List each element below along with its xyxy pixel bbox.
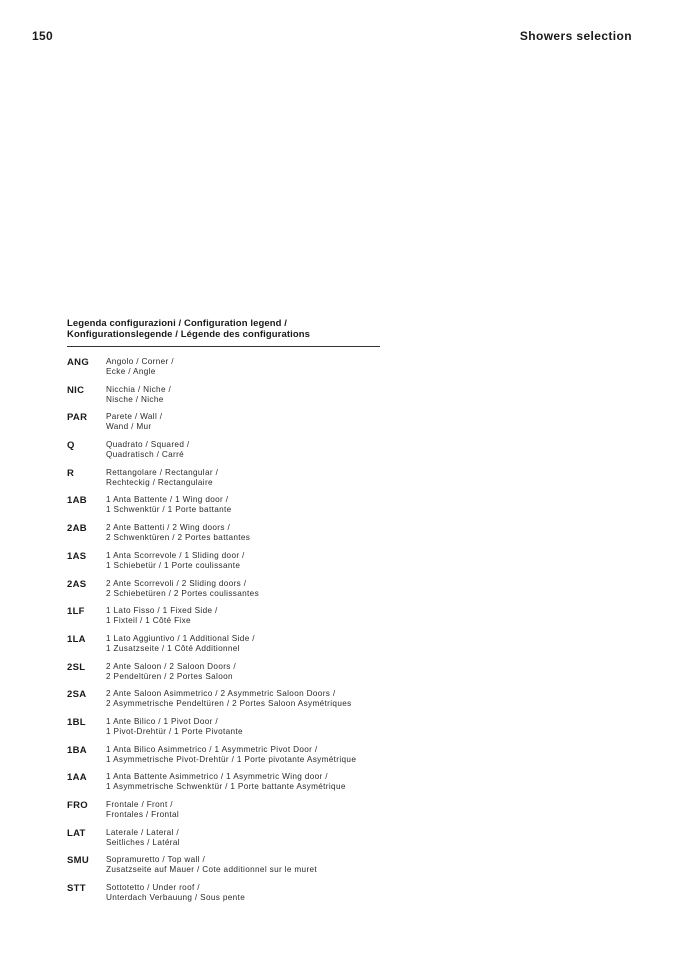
legend-description	[106, 800, 179, 820]
legend-code: NIC	[67, 384, 85, 396]
legend-description	[106, 357, 174, 377]
legend-code: Q	[67, 440, 75, 452]
legend-desc-line-1: Sopramuretto / Top wall /	[106, 855, 206, 865]
legend-desc-line-2: 1 Schwenktür / 1 Porte battante	[106, 505, 232, 515]
legend-code: 2SA	[67, 689, 87, 701]
legend-divider	[67, 346, 380, 347]
legend-description	[106, 772, 346, 792]
legend-description	[106, 606, 218, 626]
legend-item	[67, 634, 427, 662]
legend-code: 2AB	[67, 523, 87, 535]
legend-desc-line-2: 2 Pendeltüren / 2 Portes Saloon	[106, 671, 233, 681]
legend-desc-line-2: 2 Schiebetüren / 2 Portes coulissantes	[106, 588, 260, 598]
legend-description	[106, 634, 255, 654]
legend-description	[106, 385, 171, 405]
legend-description	[106, 551, 245, 571]
legend-code: STT	[67, 883, 86, 895]
legend-code: 1BL	[67, 716, 86, 728]
legend-description	[106, 745, 356, 765]
legend-desc-line-2: 1 Schiebetür / 1 Porte coulissante	[106, 560, 241, 570]
legend-title-line-1: Legenda configurazioni / Configuration legend /	[67, 318, 288, 329]
legend-desc-line-2: 1 Asymmetrische Pivot-Drehtür / 1 Porte pivotante Asymétrique	[106, 754, 357, 764]
legend-desc-line-2: 1 Asymmetrische Schwenktür / 1 Porte battante Asymétrique	[106, 782, 346, 792]
legend-code: 1AB	[67, 495, 87, 507]
legend-item	[67, 662, 427, 690]
legend-desc-line-2: Rechteckig / Rectangulaire	[106, 477, 213, 487]
section-title: Showers selection	[519, 29, 632, 43]
legend-item	[67, 385, 427, 413]
legend-code: PAR	[67, 412, 88, 424]
legend-code: LAT	[67, 827, 86, 839]
legend-description	[106, 579, 259, 599]
legend-item	[67, 689, 427, 717]
legend-desc-line-1: 1 Anta Battente Asimmetrico / 1 Asymmetric Wing door /	[106, 772, 328, 782]
legend-code: 1LA	[67, 633, 86, 645]
legend-desc-line-1: 1 Anta Battente / 1 Wing door /	[106, 495, 229, 505]
legend-desc-line-1: 1 Ante Bilico / 1 Pivot Door /	[106, 716, 218, 726]
legend-code: 1AA	[67, 772, 87, 784]
legend-desc-line-1: 1 Lato Aggiuntivo / 1 Additional Side /	[106, 633, 255, 643]
legend-desc-line-2: 2 Asymmetrische Pendeltüren / 2 Portes Saloon Asymétriques	[106, 699, 352, 709]
legend-code: ANG	[67, 357, 90, 368]
legend-desc-line-2: 2 Schwenktüren / 2 Portes battantes	[106, 533, 251, 543]
legend-item	[67, 440, 427, 468]
legend-item	[67, 772, 427, 800]
legend-desc-line-1: Frontale / Front /	[106, 800, 173, 809]
legend-description	[106, 883, 245, 903]
legend-description	[106, 717, 243, 737]
legend-item	[67, 495, 427, 523]
legend-code: 2AS	[67, 578, 87, 590]
legend-item	[67, 551, 427, 579]
legend-desc-line-2: Quadratisch / Carré	[106, 450, 185, 460]
legend-desc-line-1: 2 Ante Battenti / 2 Wing doors /	[106, 523, 231, 533]
legend-description	[106, 412, 162, 432]
legend-code: 1AS	[67, 550, 87, 562]
legend-desc-line-1: Nicchia / Niche /	[106, 384, 172, 394]
legend-item	[67, 717, 427, 745]
legend-desc-line-2: Seitliches / Latéral	[106, 837, 180, 847]
legend-description	[106, 855, 317, 875]
configuration-legend-header	[67, 318, 380, 347]
legend-code: 1LF	[67, 606, 85, 618]
legend-description	[106, 468, 218, 488]
legend-desc-line-2: 1 Fixteil / 1 Côté Fixe	[106, 616, 191, 626]
legend-item	[67, 828, 427, 856]
legend-desc-line-1: 2 Ante Saloon Asimmetrico / 2 Asymmetric Saloon Doors /	[106, 689, 336, 699]
legend-description	[106, 828, 180, 848]
legend-item	[67, 412, 427, 440]
legend-desc-line-2: Unterdach Verbauung / Sous pente	[106, 893, 246, 903]
legend-description	[106, 662, 236, 682]
legend-list	[67, 357, 427, 911]
legend-desc-line-2: Frontales / Frontal	[106, 810, 180, 819]
legend-code: FRO	[67, 800, 88, 811]
legend-desc-line-2: Ecke / Angle	[106, 367, 156, 376]
legend-code: 1BA	[67, 744, 87, 756]
legend-desc-line-1: 2 Ante Scorrevoli / 2 Sliding doors /	[106, 578, 247, 588]
legend-desc-line-1: 1 Anta Bilico Asimmetrico / 1 Asymmetric Pivot Door /	[106, 744, 318, 754]
legend-desc-line-1: Sottotetto / Under roof /	[106, 883, 200, 893]
legend-item	[67, 800, 427, 828]
legend-item	[67, 468, 427, 496]
legend-desc-line-1: 2 Ante Saloon / 2 Saloon Doors /	[106, 661, 236, 671]
legend-description	[106, 495, 232, 515]
legend-item	[67, 579, 427, 607]
legend-item	[67, 745, 427, 773]
legend-item	[67, 606, 427, 634]
legend-code: R	[67, 467, 75, 479]
page-number: 150	[32, 29, 53, 43]
legend-desc-line-1: Rettangolare / Rectangular /	[106, 467, 219, 477]
legend-code: 2SL	[67, 661, 86, 673]
legend-item	[67, 523, 427, 551]
legend-code: SMU	[67, 855, 90, 867]
legend-desc-line-1: Parete / Wall /	[106, 412, 163, 422]
legend-desc-line-1: Laterale / Lateral /	[106, 827, 179, 837]
legend-item	[67, 855, 427, 883]
legend-desc-line-1: Angolo / Corner /	[106, 357, 174, 366]
legend-desc-line-2: 1 Pivot-Drehtür / 1 Porte Pivotante	[106, 726, 243, 736]
legend-desc-line-2: Zusatzseite auf Mauer / Cote additionnel sur le muret	[106, 865, 318, 875]
legend-desc-line-2: 1 Zusatzseite / 1 Côté Additionnel	[106, 643, 240, 653]
legend-item	[67, 357, 427, 385]
legend-title-line-2: Konfigurationslegende / Légende des configurations	[67, 329, 311, 340]
legend-description	[106, 689, 352, 709]
legend-desc-line-1: Quadrato / Squared /	[106, 440, 190, 450]
legend-description	[106, 523, 250, 543]
legend-item	[67, 883, 427, 911]
legend-desc-line-2: Wand / Mur	[106, 422, 152, 432]
legend-desc-line-1: 1 Anta Scorrevole / 1 Sliding door /	[106, 550, 245, 560]
legend-desc-line-1: 1 Lato Fisso / 1 Fixed Side /	[106, 606, 218, 616]
legend-desc-line-2: Nische / Niche	[106, 394, 164, 404]
legend-description	[106, 440, 189, 460]
